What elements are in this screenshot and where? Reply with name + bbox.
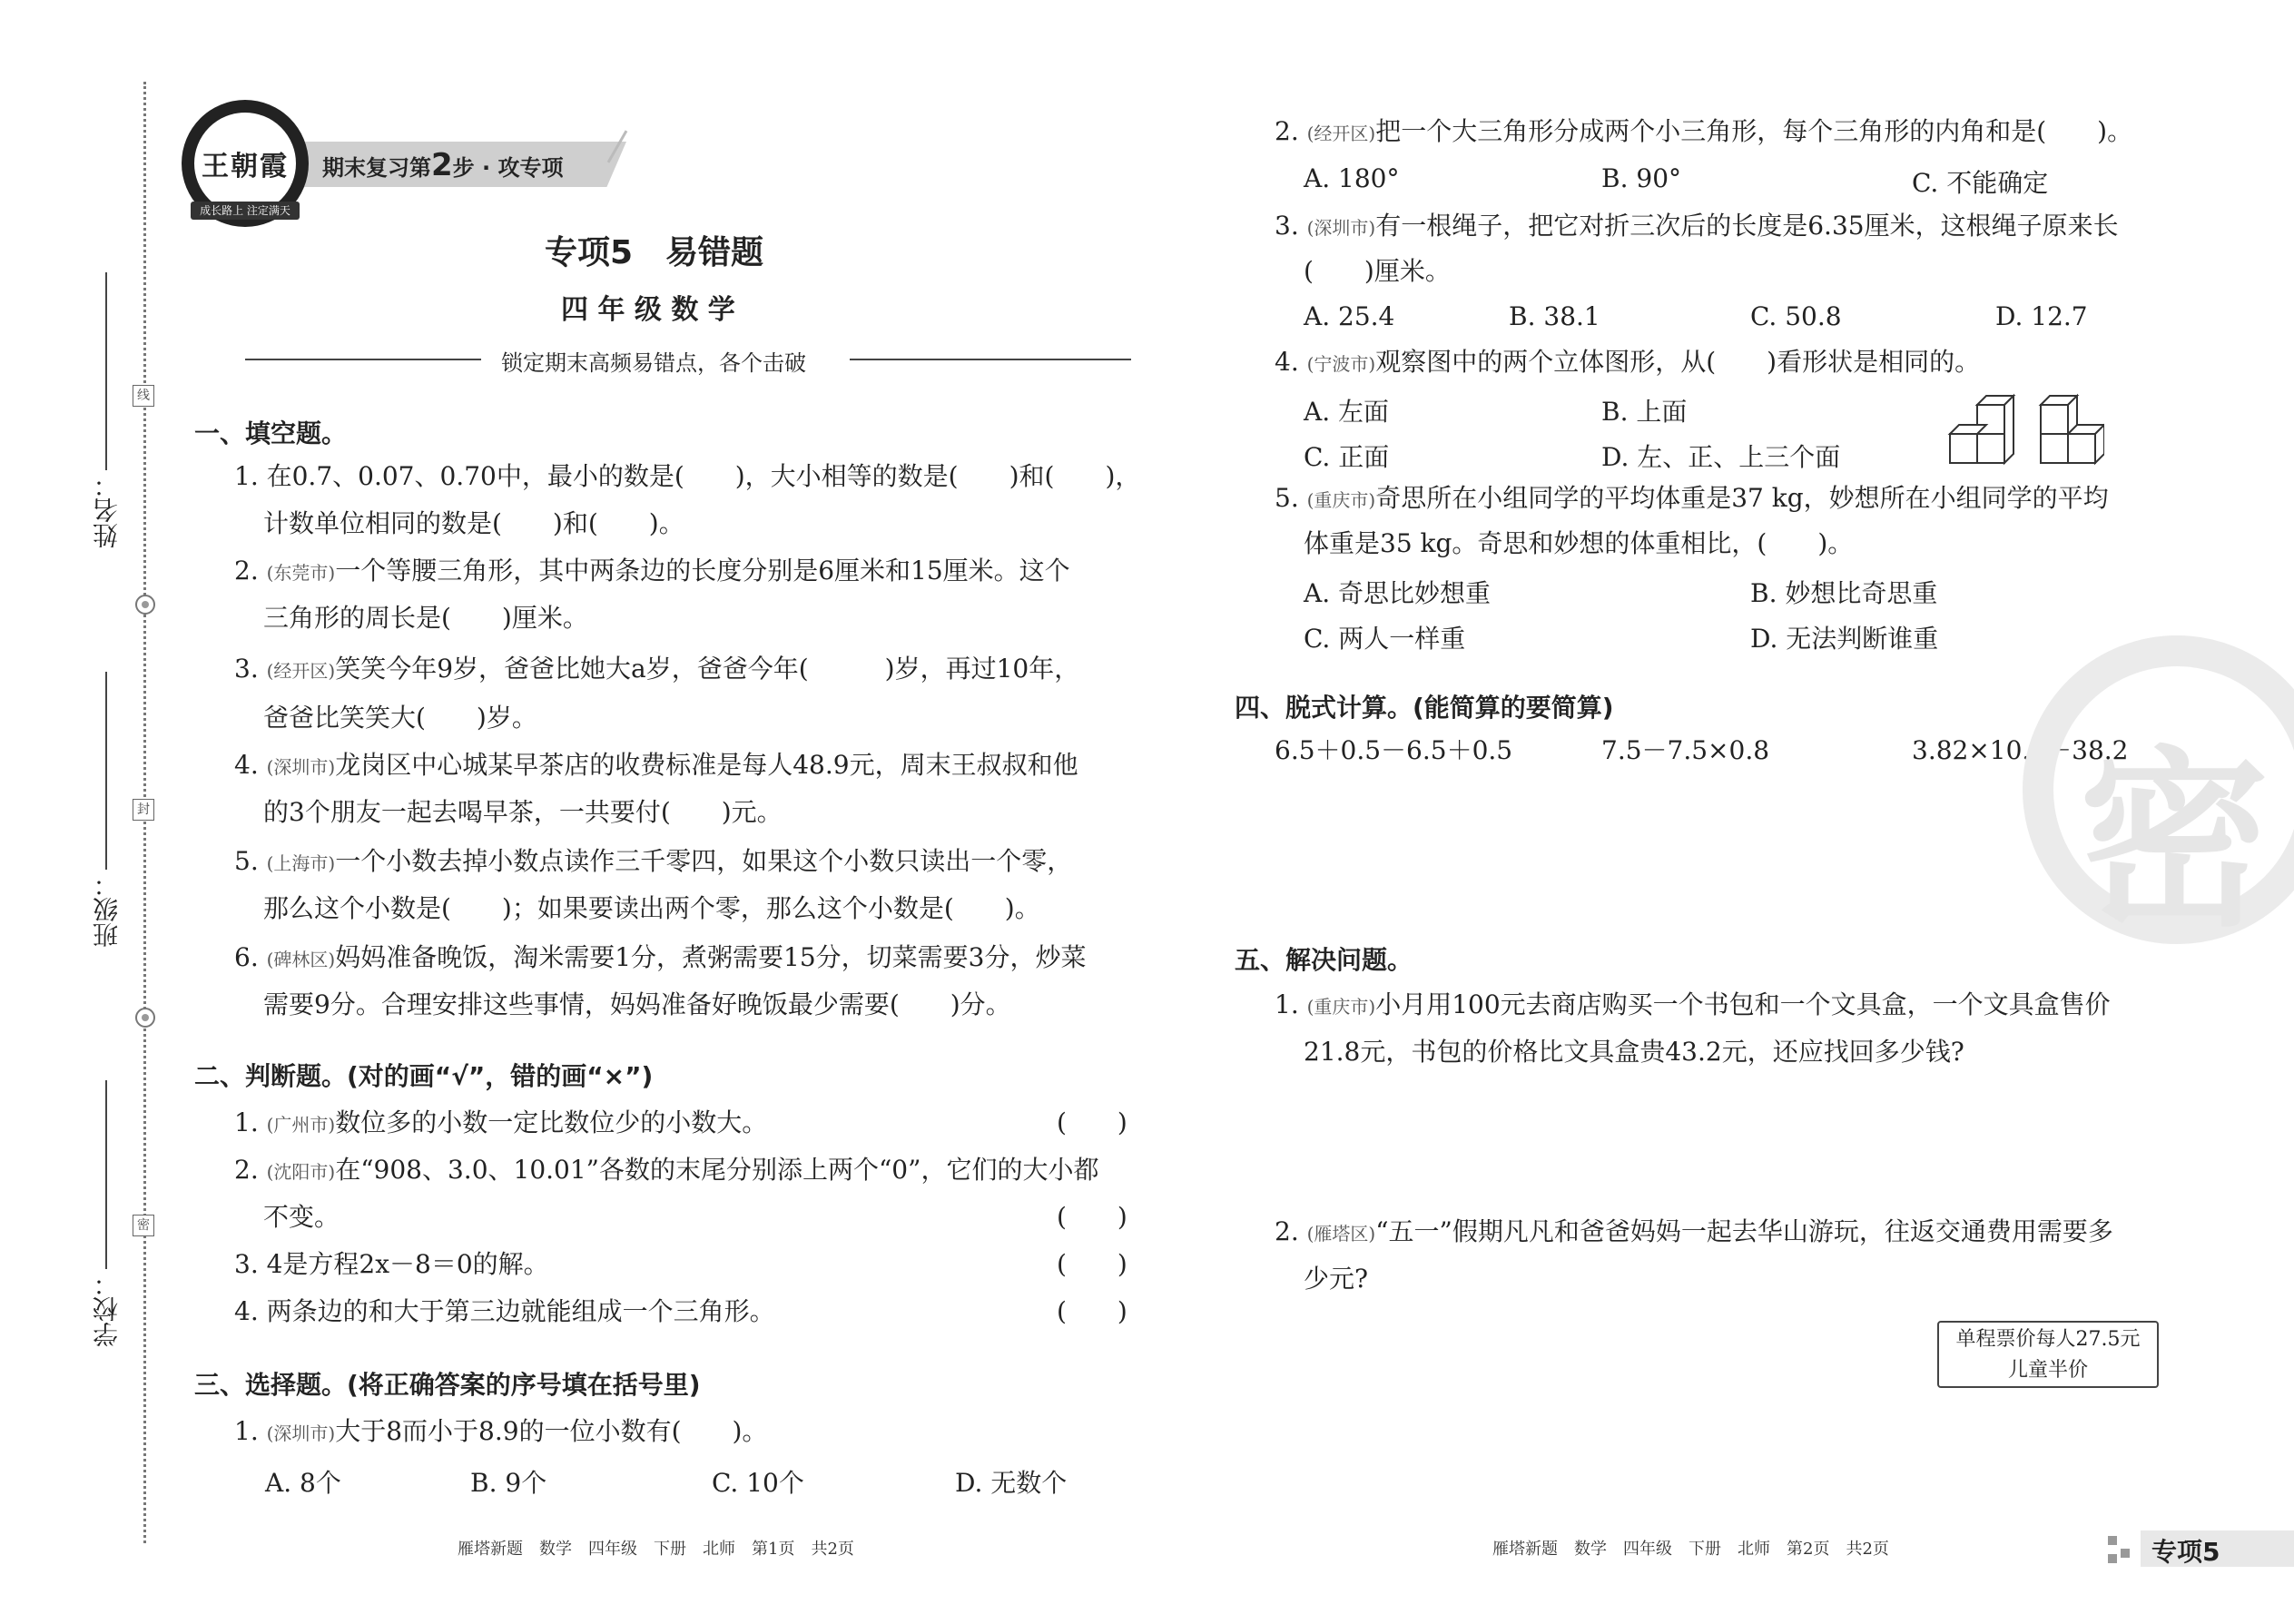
calc-expression: 3.82×10.1－38.2 [1912, 735, 2129, 765]
name-fill-line[interactable] [105, 272, 107, 470]
choice-q3-line1: 3. (深圳市)有一根绳子，把它对折三次后的长度是6.35厘米，这根绳子原来长 [1275, 211, 2119, 241]
choice-q3-option[interactable]: A. 25.4 [1304, 301, 1395, 331]
class-label: 班级： [92, 871, 122, 948]
choice-q4: 4. (宁波市)观察图中的两个立体图形，从( )看形状是相同的。 [1275, 347, 1981, 377]
footer-left: 雁塔新题 数学 四年级 下册 北师 第1页 共2页 [458, 1540, 854, 1559]
fill-q1-line1: 1. 在0.7、0.07、0.70中，最小的数是( )，大小相等的数是( )和( )， [234, 461, 1141, 491]
section3-heading: 三、选择题。(将正确答案的序号填在括号里) [194, 1370, 701, 1400]
choice-q1-option[interactable]: D. 无数个 [955, 1468, 1068, 1498]
seal-char-mid: 封 [133, 799, 154, 821]
banner-text: 期末复习第2步 · 攻专项 [322, 147, 564, 183]
calc-expression: 7.5－7.5×0.8 [1601, 735, 1770, 765]
choice-q5-option[interactable]: D. 无法判断谁重 [1750, 624, 1939, 654]
choice-q2-option[interactable]: C. 不能确定 [1912, 168, 2049, 198]
school-fill-line[interactable] [105, 1080, 107, 1269]
fill-q4-line2: 的3个朋友一起去喝早茶，一共要付( )元。 [263, 797, 783, 827]
choice-q2-option[interactable]: B. 90° [1601, 163, 1682, 193]
problem-q2-line1: 2. (雁塔区)“五一”假期凡凡和爸爸妈妈一起去华山游玩，往返交通费用需要多 [1275, 1216, 2113, 1246]
page-subtitle: 四 年 级 数 学 [561, 294, 735, 326]
section1-heading: 一、填空题。 [194, 418, 348, 448]
tab-marker-icon [2108, 1536, 2117, 1545]
binding-ring-icon [135, 1008, 155, 1028]
fill-q3-line2: 爸爸比笑笑大( )岁。 [263, 703, 537, 733]
choice-q4-option[interactable]: D. 左、正、上三个面 [1601, 442, 1841, 472]
choice-q2-option[interactable]: A. 180° [1304, 163, 1400, 193]
tagline-rule-right [850, 359, 1131, 360]
seal-char-bot: 密 [133, 1215, 154, 1236]
judge-q2-line1: 2. (沈阳市)在“908、3.0、10.01”各数的末尾分别添上两个“0”，它们的大小都 [234, 1155, 1099, 1185]
choice-q5-line2: 体重是35 kg。奇思和妙想的体重相比，( )。 [1304, 528, 1854, 558]
choice-q5-option[interactable]: A. 奇思比妙想重 [1304, 578, 1492, 608]
choice-q5-option[interactable]: C. 两人一样重 [1304, 624, 1466, 654]
judge-q3: 3. 4是方程2x－8＝0的解。 [234, 1249, 549, 1279]
judge-q2-line2: 不变。 [263, 1202, 340, 1232]
judge-q2-answer-paren[interactable]: ( ) [1057, 1202, 1127, 1232]
choice-q4-option[interactable]: A. 左面 [1304, 397, 1390, 427]
tagline-rule-left [245, 359, 481, 360]
name-label: 姓名： [92, 472, 122, 548]
choice-q5-line1: 5. (重庆市)奇思所在小组同学的平均体重是37 kg，妙想所在小组同学的平均 [1275, 483, 2109, 513]
section4-heading: 四、脱式计算。(能简算的要简算) [1235, 693, 1614, 723]
fill-q6-line2: 需要9分。合理安排这些事情，妈妈准备好晚饭最少需要( )分。 [263, 989, 1011, 1019]
footer-right: 雁塔新题 数学 四年级 下册 北师 第2页 共2页 [1492, 1540, 1889, 1559]
logo-name: 王朝霞 [202, 151, 289, 182]
problem-q1-line2: 21.8元，书包的价格比文具盒贵43.2元，还应找回多少钱? [1304, 1037, 1964, 1067]
judge-q1: 1. (广州市)数位多的小数一定比数位少的小数大。 [234, 1107, 768, 1137]
choice-q3-option[interactable]: D. 12.7 [1995, 301, 2088, 331]
problem-q2-line2: 少元? [1304, 1264, 1369, 1294]
section2-heading: 二、判断题。(对的画“√”，错的画“×”) [194, 1061, 654, 1091]
choice-q3-line2: ( )厘米。 [1304, 256, 1451, 286]
judge-q4: 4. 两条边的和大于第三边就能组成一个三角形。 [234, 1296, 775, 1326]
choice-q2: 2. (经开区)把一个大三角形分成两个小三角形，每个三角形的内角和是( )。 [1275, 116, 2133, 146]
logo-ribbon: 成长路上 注定满天 [191, 202, 300, 220]
choice-q1: 1. (深圳市)大于8而小于8.9的一位小数有( )。 [234, 1416, 768, 1446]
fill-q5-line1: 5. (上海市)一个小数去掉小数点读作三千零四，如果这个小数只读出一个零， [234, 846, 1073, 876]
watermark-char: 密 [2079, 730, 2270, 952]
section5-heading: 五、解决问题。 [1235, 945, 1413, 975]
solid-figures-diagram [1941, 379, 2104, 470]
seal-char-top: 线 [133, 385, 154, 407]
choice-q1-option[interactable]: B. 9个 [470, 1468, 547, 1498]
ticket-price-line2: 儿童半价 [2007, 1359, 2088, 1382]
choice-q3-option[interactable]: C. 50.8 [1750, 301, 1842, 331]
problem-q1-line1: 1. (重庆市)小月用100元去商店购买一个书包和一个文具盒，一个文具盒售价 [1275, 989, 2111, 1019]
fill-q4-line1: 4. (深圳市)龙岗区中心城某早茶店的收费标准是每人48.9元，周末王叔叔和他 [234, 750, 1078, 780]
page-title: 专项5 易错题 [545, 234, 764, 271]
fill-q1-line2: 计数单位相同的数是( )和( )。 [263, 508, 684, 538]
fill-q2-line2: 三角形的周长是( )厘米。 [263, 603, 588, 633]
calc-expression: 6.5＋0.5－6.5＋0.5 [1275, 735, 1513, 765]
judge-q3-answer-paren[interactable]: ( ) [1057, 1249, 1127, 1279]
tab-marker-icon [2121, 1549, 2130, 1558]
tab-marker-icon [2108, 1554, 2117, 1563]
ticket-price-box [1937, 1321, 2159, 1388]
choice-q5-option[interactable]: B. 妙想比奇思重 [1750, 578, 1938, 608]
judge-q4-answer-paren[interactable]: ( ) [1057, 1296, 1127, 1326]
section-tab-label: 专项5 [2151, 1537, 2220, 1567]
binding-ring-icon [135, 595, 155, 615]
choice-q3-option[interactable]: B. 38.1 [1509, 301, 1600, 331]
fill-q2-line1: 2. (东莞市)一个等腰三角形，其中两条边的长度分别是6厘米和15厘米。这个 [234, 556, 1070, 586]
school-label: 学校： [92, 1271, 122, 1347]
fill-q3-line1: 3. (经开区)笑笑今年9岁，爸爸比她大a岁，爸爸今年( )岁，再过10年， [234, 654, 1080, 684]
choice-q4-option[interactable]: C. 正面 [1304, 442, 1390, 472]
fill-q5-line2: 那么这个小数是( )；如果要读出两个零，那么这个小数是( )。 [263, 893, 1040, 923]
choice-q1-option[interactable]: A. 8个 [265, 1468, 341, 1498]
judge-q1-answer-paren[interactable]: ( ) [1057, 1107, 1127, 1137]
ticket-price-line1: 单程票价每人27.5元 [1955, 1328, 2141, 1351]
fill-q6-line1: 6. (碑林区)妈妈准备晚饭，淘米需要1分，煮粥需要15分，切菜需要3分，炒菜 [234, 942, 1087, 972]
class-fill-line[interactable] [105, 672, 107, 870]
tagline: 锁定期末高频易错点，各个击破 [501, 350, 806, 376]
choice-q4-option[interactable]: B. 上面 [1601, 397, 1688, 427]
choice-q1-option[interactable]: C. 10个 [712, 1468, 804, 1498]
